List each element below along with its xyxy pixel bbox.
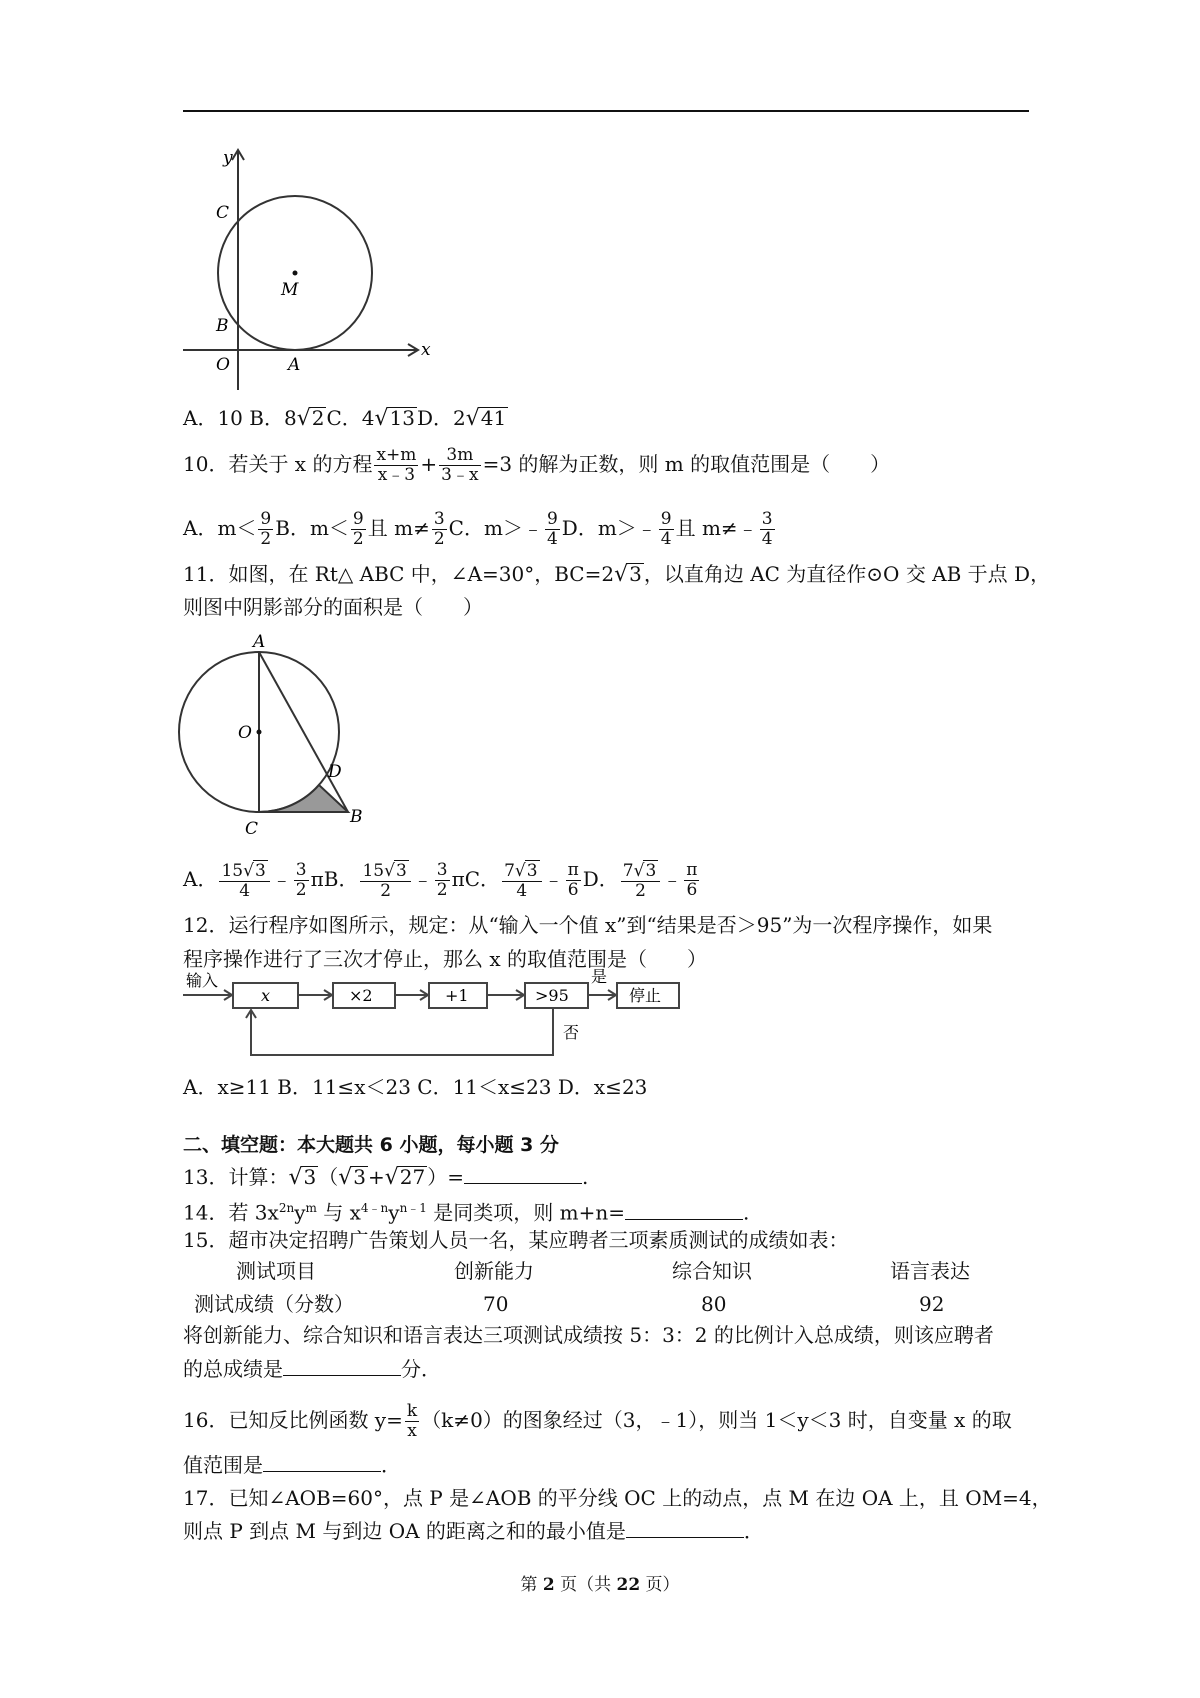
q10-b1-num: 9	[352, 509, 364, 529]
q11-b2-den: 2	[436, 880, 448, 900]
q10-f1-den: x﹣3	[377, 465, 416, 485]
q11-c-coef: 7	[504, 861, 515, 881]
q15-line1: 15．超市决定招聘广告策划人员一名，某应聘者三项素质测试的成绩如表：	[183, 1228, 849, 1252]
q11-b-pi: π	[451, 867, 465, 891]
q14-post: 是同类项，则 m+n=	[426, 1200, 626, 1225]
q15-line3-pre: 的总成绩是	[183, 1357, 283, 1381]
q10-fraction-1	[374, 446, 418, 485]
q10-d-frac1	[659, 510, 674, 549]
q11-b-frac2	[435, 861, 450, 900]
q11-a-den: 4	[239, 881, 251, 901]
q10-stem-pre: 10．若关于 x 的方程	[183, 452, 373, 476]
q11-line1-post: ，以直角边 AC 为直径作⊙O 交 AB 于点 D，	[643, 562, 1051, 586]
q10-fraction-2	[439, 446, 480, 485]
q11-b-minus: ﹣	[412, 867, 433, 891]
q10-c-den: 4	[546, 529, 558, 549]
q12-flow-gt95: >95	[535, 986, 569, 1005]
q15-line3-post: 分．	[401, 1357, 441, 1381]
q13-pre: 13．计算：	[183, 1165, 289, 1189]
q16-answer-blank[interactable]	[263, 1451, 381, 1472]
q10-b1-den: 2	[352, 529, 364, 549]
footer-post: 页）	[640, 1575, 680, 1595]
q13-plus: +	[367, 1165, 385, 1189]
q9-option-c: C．4	[326, 406, 375, 430]
q11-label-o: O	[238, 723, 252, 743]
q9-option-b: B．8	[249, 406, 297, 430]
q14-exp2: m	[305, 1201, 317, 1215]
q10-a-den: 2	[260, 529, 272, 549]
q10-option-b: B．m＜	[275, 516, 349, 540]
q11-option-c: C．	[464, 867, 501, 891]
footer-mid: 页（共	[554, 1575, 617, 1595]
q11-label-a: A	[253, 632, 266, 652]
q17-end: ．	[743, 1519, 764, 1543]
q13-rad1: 3	[303, 1165, 317, 1189]
q13: 13．计算：√3 （√3 +√27 ）= .	[183, 1165, 589, 1190]
q17-line1: 17．已知∠AOB=60°，点 P 是∠AOB 的平分线 OC 上的动点，点 M 在边 OA 上，且 OM=4，	[183, 1486, 1052, 1510]
q11-option-a: A．	[183, 867, 218, 891]
q15-header-3: 语言表达	[890, 1259, 970, 1283]
q14-exp1: 2n	[278, 1201, 295, 1215]
q10-f1-num: x+m	[376, 445, 417, 465]
q16-fraction	[405, 1402, 419, 1441]
q12-flow-stop: 停止	[629, 986, 662, 1005]
header-rule	[183, 110, 1029, 112]
q9-label-o: O	[216, 355, 230, 375]
q10-b2-num: 3	[433, 509, 445, 529]
q12-flow-plus1: +1	[445, 986, 469, 1005]
q12-flowchart	[183, 968, 683, 1066]
q12-flow-yes: 是	[591, 967, 608, 986]
q15-header-2: 综合知识	[672, 1259, 752, 1283]
q12-flow-times2: ×2	[349, 986, 373, 1005]
q15-line2: 将创新能力、综合知识和语言表达三项测试成绩按 5：3：2 的比例计入总成绩，则该应聘者	[183, 1323, 994, 1347]
q14-answer-blank[interactable]	[625, 1199, 743, 1220]
q9-d-radicand: 41	[480, 406, 507, 430]
q11-c2-den: 6	[567, 880, 579, 900]
q10-stem-post: =3 的解为正数，则 m 的取值范围是（ ）	[482, 452, 891, 476]
q11-d-frac2	[684, 861, 699, 900]
footer-page-number: 2	[542, 1575, 555, 1595]
q11-b2-num: 3	[436, 860, 448, 880]
q10-d2-num: 3	[761, 509, 773, 529]
q10-plus: +	[420, 452, 438, 476]
page-footer	[0, 1570, 1200, 1595]
q11-a-rad: 3	[254, 861, 266, 881]
q10-b2-den: 2	[433, 529, 445, 549]
q11-line1-pre: 11．如图，在 Rt△ ABC 中，∠A=30°，BC=2	[183, 562, 615, 586]
q9-circle-figure	[178, 145, 431, 395]
q15-cell-innovation: 70	[483, 1292, 509, 1316]
q16-post: （k≠0）的图象经过（3，﹣1），则当 1＜y＜3 时，自变量 x 的取	[421, 1408, 1012, 1432]
q16-end: ．	[381, 1453, 401, 1477]
q14-y1: y	[294, 1200, 306, 1225]
q13-end: .	[582, 1165, 589, 1189]
q11-d-coef: 7	[622, 861, 634, 881]
q11-circle-figure	[178, 632, 378, 842]
q16-line2-pre: 值范围是	[183, 1453, 263, 1477]
q10-f2-den: 3﹣x	[441, 465, 479, 485]
q11-a-frac: $\frac{15√3}{4}$	[219, 860, 269, 901]
q10-d1-den: 4	[660, 529, 672, 549]
q11-a2-num: 3	[295, 860, 307, 880]
q13-post: ）=	[427, 1165, 464, 1189]
q14-end: .	[743, 1200, 750, 1225]
q14-pre: 14．若 3x	[183, 1200, 279, 1225]
q11-line1: 11．如图，在 Rt△ ABC 中，∠A=30°，BC=2√3 ，以直角边 AC 为直径作⊙O 交 AB 于点 D，	[183, 562, 1051, 587]
q10-a-num: 9	[260, 509, 272, 529]
q11-c-frac2	[566, 861, 581, 900]
q11-b-frac: $\frac{15√3}{2}$	[360, 860, 410, 901]
q11-c2-num: π	[567, 860, 579, 880]
q10-d-mid: 且 m≠﹣	[675, 516, 758, 540]
q13-paren: （	[318, 1165, 339, 1189]
q11-a-minus: ﹣	[271, 867, 292, 891]
footer-page-total: 22	[616, 1575, 641, 1595]
q12-line2: 程序操作进行了三次才停止，那么 x 的取值范围是（ ）	[183, 947, 707, 971]
q11-label-d: D	[328, 762, 342, 782]
q11-d2-num: π	[686, 860, 698, 880]
q15-header-1: 创新能力	[454, 1259, 534, 1283]
q15-row-label: 测试成绩（分数）	[194, 1292, 354, 1316]
q14-exp3: 4﹣n	[360, 1201, 389, 1215]
q10-b-mid: 且 m≠	[367, 516, 430, 540]
section-2-title: 二、填空题：本大题共 6 小题，每小题 3 分	[183, 1134, 559, 1156]
q14-y2: y	[388, 1200, 400, 1225]
q11-radicand: 3	[629, 562, 642, 586]
q10-b-frac1	[351, 510, 366, 549]
q16-den: x	[407, 1421, 417, 1441]
q11-c-den: 4	[516, 881, 528, 901]
q13-answer-blank[interactable]	[464, 1163, 582, 1184]
q10-options	[183, 510, 777, 549]
q17-line2-pre: 则点 P 到点 M 与到边 OA 的距离之和的最小值是	[183, 1519, 626, 1543]
q11-d-frac: $\frac{7√3}{2}$	[621, 860, 661, 901]
q13-rad2: 3	[353, 1165, 366, 1189]
q14	[183, 1193, 749, 1228]
q11-option-b: B．	[323, 867, 359, 891]
q15-cell-knowledge: 80	[701, 1292, 727, 1316]
q11-d-rad: 3	[645, 861, 657, 881]
q17-line2	[183, 1516, 764, 1546]
q15-answer-blank[interactable]	[283, 1355, 401, 1376]
q10-option-c: C．m＞﹣	[448, 516, 543, 540]
q9-label-y: y	[223, 148, 233, 168]
q13-rad3: 27	[399, 1165, 426, 1189]
q11-label-c: C	[245, 819, 259, 839]
q9-label-a: A	[288, 355, 301, 375]
q11-c-frac: $\frac{7√3}{4}$	[502, 860, 542, 901]
q10-option-a: A．m＜	[183, 516, 257, 540]
q17-answer-blank[interactable]	[626, 1517, 744, 1538]
q10-c-frac	[545, 510, 560, 549]
q10-c-num: 9	[546, 509, 558, 529]
q11-line2: 则图中阴影部分的面积是（ ）	[183, 595, 483, 619]
q10-a-frac	[258, 510, 273, 549]
q9-label-c: C	[216, 203, 230, 223]
q9-b-radicand: 2	[311, 406, 325, 430]
q11-d2-den: 6	[686, 880, 698, 900]
q9-option-a: A．10	[183, 406, 243, 430]
q11-a-frac2	[294, 861, 309, 900]
q16-line1	[183, 1402, 1012, 1441]
q12-options: A．x≥11 B．11≤x＜23 C．11＜x≤23 D．x≤23	[183, 1075, 648, 1099]
q10-b-frac2	[432, 510, 447, 549]
q14-exp4: n﹣1	[399, 1201, 427, 1215]
q11-a-coef: 15	[221, 861, 244, 881]
q9-option-d: D．2	[416, 406, 466, 430]
q14-mid: 与 x	[316, 1200, 361, 1225]
q10-f2-num: 3m	[439, 446, 480, 466]
q11-options	[183, 860, 701, 901]
q16-line2	[183, 1450, 401, 1480]
q11-d-minus: ﹣	[662, 867, 683, 891]
q11-c-minus: ﹣	[543, 867, 564, 891]
q9-label-x: x	[421, 340, 431, 360]
q11-d-den: 2	[635, 881, 646, 901]
q10-d1-num: 9	[660, 509, 672, 529]
q11-c-rad: 3	[526, 861, 538, 881]
q16-pre: 16．已知反比例函数 y=	[183, 1408, 403, 1432]
q15-line3	[183, 1354, 441, 1384]
q11-option-d: D．	[582, 867, 619, 891]
q11-b-den: 2	[380, 881, 392, 901]
q12-flow-input: 输入	[186, 971, 219, 990]
q11-b-rad: 3	[395, 861, 407, 881]
q16-num: k	[406, 1401, 418, 1421]
q9-options: A．10 B．8√2 C．4√13 D．2√41	[183, 406, 507, 431]
footer-pre: 第	[520, 1575, 543, 1595]
q12-flow-x: x	[261, 986, 271, 1005]
q12-flow-no: 否	[563, 1023, 580, 1042]
q11-a-pi: π	[310, 867, 324, 891]
q10-option-d: D．m＞﹣	[561, 516, 657, 540]
q10-d-frac2	[760, 510, 775, 549]
q11-a2-den: 2	[295, 880, 307, 900]
q10-stem	[183, 446, 890, 485]
q15-header-0: 测试项目	[236, 1259, 316, 1283]
q11-b-coef: 15	[362, 861, 385, 881]
q10-d2-den: 4	[761, 529, 773, 549]
q15-cell-language: 92	[919, 1292, 945, 1316]
q9-label-m: M	[281, 280, 299, 300]
q11-label-b: B	[350, 807, 363, 827]
q15-score-table	[0, 1256, 1200, 1322]
q9-label-b: B	[216, 316, 229, 336]
q12-line1: 12．运行程序如图所示，规定：从“输入一个值 x”到“结果是否＞95”为一次程序操作，如果	[183, 913, 993, 937]
q9-c-radicand: 13	[389, 406, 415, 430]
